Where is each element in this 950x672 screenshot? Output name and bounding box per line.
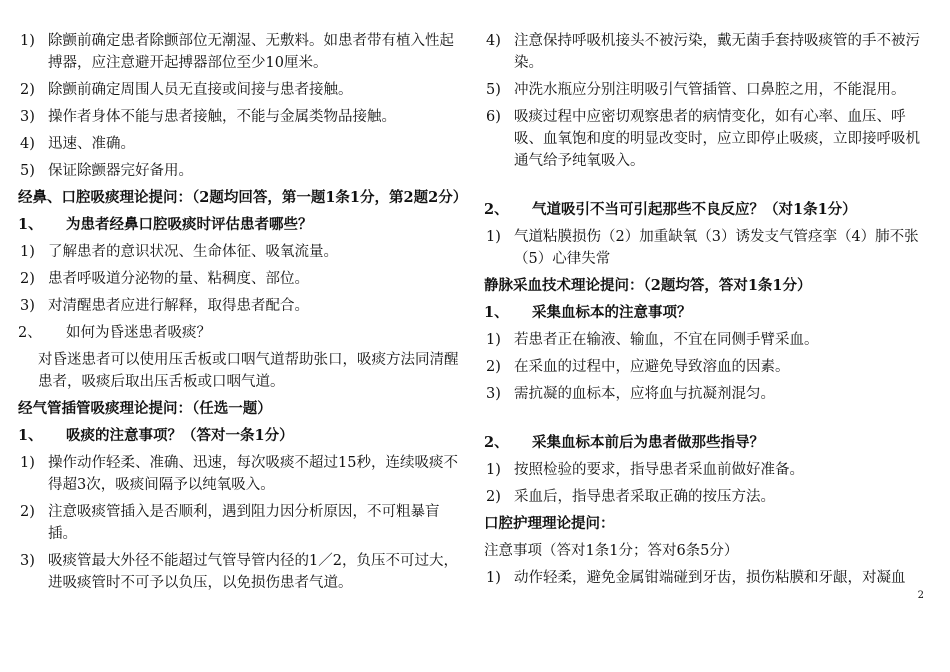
list-item: 1) 动作轻柔，避免金属钳端碰到牙齿，损伤粘膜和牙龈，对凝血 xyxy=(486,570,906,586)
question: 2、 气道吸引不当可引起那些不良反应？（对1条1分） xyxy=(484,201,857,218)
right-column xyxy=(484,30,930,594)
list-item: 1) 除颤前确定患者除颤部位无潮湿、无敷料。如患者带有植入性起搏器，应注意避开起搏器部位至少10厘米。 xyxy=(20,33,454,71)
list-item: 4) 注意保持呼吸机接头不被污染，戴无菌手套持吸痰管的手不被污染。 xyxy=(486,33,920,71)
list-item: 1) 按照检验的要求，指导患者采血前做好准备。 xyxy=(486,462,804,478)
list-item: 3) 需抗凝的血标本，应将血与抗凝剂混匀。 xyxy=(486,386,775,402)
list-item: 6) 吸痰过程中应密切观察患者的病情变化，如有心率、血压、呼吸、血氧饱和度的明显改变时，应立即停止吸痰，立即接呼吸机通气给予纯氧吸入。 xyxy=(486,109,920,169)
list-item: 1) 了解患者的意识状况、生命体征、吸氧流量。 xyxy=(20,244,338,260)
section-heading: 口腔护理理论提问： xyxy=(484,515,615,532)
list-item: 3) 操作者身体不能与患者接触，不能与金属类物品接触。 xyxy=(20,109,396,125)
left-column xyxy=(18,30,468,599)
list-item: 1) 若患者正在输液、输血，不宜在同侧手臂采血。 xyxy=(486,332,819,348)
scoring-note: 注意事项（答对1条1分；答对6条5分） xyxy=(484,543,739,559)
list-item: 2) 采血后，指导患者采取正确的按压方法。 xyxy=(486,489,775,505)
question: 1、 吸痰的注意事项？（答对一条1分） xyxy=(18,427,294,444)
list-item: 4) 迅速、准确。 xyxy=(20,136,135,152)
list-item: 3) 对清醒患者应进行解释，取得患者配合。 xyxy=(20,298,309,314)
spacer xyxy=(484,177,930,199)
answer-paragraph: 对昏迷患者可以使用压舌板或口咽气道帮助张口，吸痰方法同清醒患者，吸痰后取出压舌板或口咽气道。 xyxy=(38,352,459,390)
list-item: 2) 患者呼吸道分泌物的量、粘稠度、部位。 xyxy=(20,271,309,287)
page-number: 2 xyxy=(917,590,924,601)
question: 1、 采集血标本的注意事项？ xyxy=(484,304,692,321)
list-item: 1) 操作动作轻柔、准确、迅速，每次吸痰不超过15秒，连续吸痰不得超3次，吸痰间隔予以纯氧吸入。 xyxy=(20,455,458,493)
section-heading: 经气管插管吸痰理论提问：（任选一题） xyxy=(18,400,272,417)
list-item: 5) 保证除颤器完好备用。 xyxy=(20,163,193,179)
question: 1、 为患者经鼻口腔吸痰时评估患者哪些？ xyxy=(18,216,313,233)
list-item: 2) 除颤前确定周围人员无直接或间接与患者接触。 xyxy=(20,82,353,98)
spacer xyxy=(484,410,930,432)
list-item: 5) 冲洗水瓶应分别注明吸引气管插管、口鼻腔之用，不能混用。 xyxy=(486,82,906,98)
list-item: 2) 在采血的过程中，应避免导致溶血的因素。 xyxy=(486,359,790,375)
list-item: 2) 注意吸痰管插入是否顺利，遇到阻力因分析原因，不可粗暴盲插。 xyxy=(20,504,440,542)
section-heading: 静脉采血技术理论提问：（2题均答，答对1条1分） xyxy=(484,277,812,294)
list-item: 1) 气道粘膜损伤（2）加重缺氧（3）诱发支气管痉挛（4）肺不张（5）心律失常 xyxy=(486,229,919,267)
list-item: 3) 吸痰管最大外径不能超过气管导管内径的1／2，负压不可过大，进吸痰管时不可予以负压，以免损伤患者气道。 xyxy=(20,553,458,591)
question: 2、 如何为昏迷患者吸痰？ xyxy=(18,325,211,341)
section-heading: 经鼻、口腔吸痰理论提问：（2题均回答，第一题1条1分，第2题2分） xyxy=(18,189,468,206)
question: 2、 采集血标本前后为患者做那些指导？ xyxy=(484,434,764,451)
